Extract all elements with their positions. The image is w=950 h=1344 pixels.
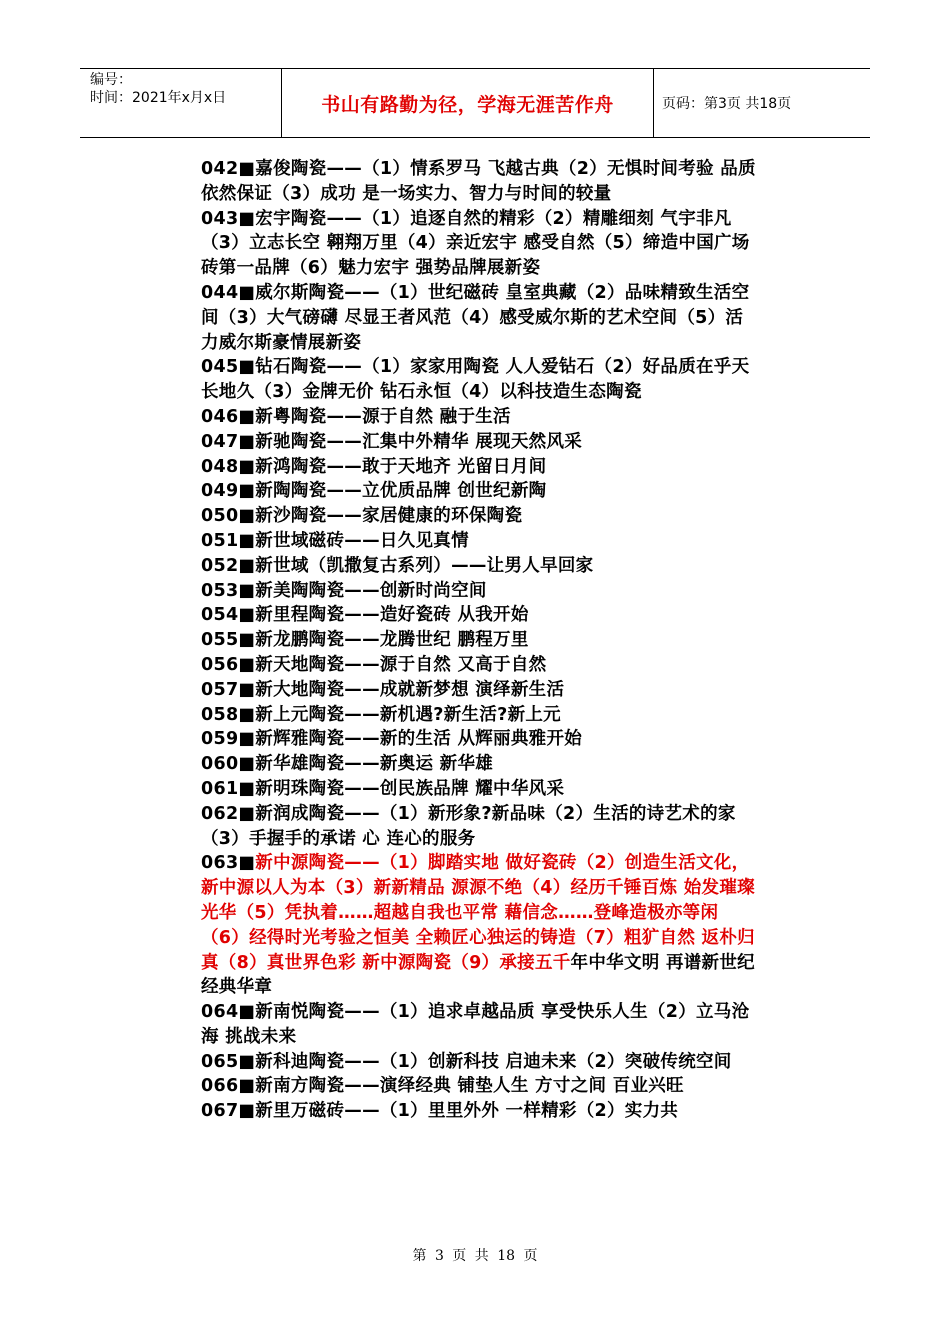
entry-043: 043■宏宇陶瓷——（1）追逐自然的精彩（2）精雕细刻 气宇非凡（3）立志长空 翱翔万里（4）亲近宏宇 感受自然（5）缔造中国广场砖第一品牌（6）魅力宏宇 强势品牌展新姿 <box>201 208 750 279</box>
entry-047: 047■新驰陶瓷——汇集中外精华 展现天然风采 <box>201 431 583 452</box>
entry-059: 059■新辉雅陶瓷——新的生活 从辉丽典雅开始 <box>201 729 583 750</box>
page-header <box>80 68 870 138</box>
page-footer: 第 3 页 共 18 页 <box>412 1248 538 1264</box>
entry-046: 046■新粤陶瓷——源于自然 融于生活 <box>201 406 511 427</box>
entry-056: 056■新天地陶瓷——源于自然 又高于自然 <box>201 654 547 675</box>
entry-049: 049■新陶陶瓷——立优质品牌 创世纪新陶 <box>201 481 547 502</box>
entry-057: 057■新大地陶瓷——成就新梦想 演绎新生活 <box>201 679 565 700</box>
entry-062: 062■新润成陶瓷——（1）新形象?新品味（2）生活的诗艺术的家（3）手握手的承诺 心 连心的服务 <box>201 803 736 849</box>
entry-066: 066■新南方陶瓷——演绎经典 铺垫人生 方寸之间 百业兴旺 <box>201 1076 684 1097</box>
entry-063-tail: 年中华文明 再谱新世纪经典华章 <box>201 952 755 998</box>
entry-060: 060■新华雄陶瓷——新奥运 新华雄 <box>201 754 494 775</box>
entry-063 <box>201 851 756 1000</box>
entry-048: 048■新鸿陶瓷——敢于天地齐 光留日月间 <box>201 456 547 477</box>
entry-055: 055■新龙鹏陶瓷——龙腾世纪 鹏程万里 <box>201 630 529 651</box>
entry-063-number: 063■ <box>201 853 256 874</box>
entry-045: 045■钻石陶瓷——（1）家家用陶瓷 人人爱钻石（2）好品质在乎天长地久（3）金牌无价 钻石永恒（4）以科技造生态陶瓷 <box>201 357 750 403</box>
entry-067: 067■新里万磁砖——（1）里里外外 一样精彩（2）实力共 <box>201 1101 679 1122</box>
entry-058: 058■新上元陶瓷——新机遇?新生活?新上元 <box>201 704 561 725</box>
entry-064: 064■新南悦陶瓷——（1）追求卓越品质 享受快乐人生（2）立马沧海 挑战未来 <box>201 1002 750 1047</box>
entry-051: 051■新世域磁砖——日久见真情 <box>201 530 469 551</box>
header-meta <box>80 69 282 137</box>
entry-050: 050■新沙陶瓷——家居健康的环保陶瓷 <box>201 506 523 527</box>
entry-042: 042■嘉俊陶瓷——（1）情系罗马 飞越古典（2）无惧时间考验 品质依然保证（3）成功 是一场实力、智力与时间的较量 <box>201 159 756 204</box>
document-time-label: 时间：2021年x月x日 <box>90 90 227 106</box>
entry-054: 054■新里程陶瓷——造好瓷砖 从我开始 <box>201 605 529 626</box>
entry-052: 052■新世域（凯撒复古系列）——让男人早回家 <box>201 555 594 576</box>
document-number-label: 编号： <box>90 72 132 88</box>
header-page-info: 页码：第3页 共18页 <box>662 96 792 112</box>
entry-053: 053■新美陶陶瓷——创新时尚空间 <box>201 580 487 601</box>
entry-044: 044■威尔斯陶瓷——（1）世纪磁砖 皇室典藏（2）品味精致生活空间（3）大气磅礴 尽显王者风范（4）感受威尔斯的艺术空间（5）活力威尔斯豪情展新姿 <box>201 282 750 353</box>
entry-063-highlight: 新中源陶瓷——（1）脚踏实地 做好瓷砖（2）创造生活文化，新中源以人为本（3）新新精品 源源不绝（4）经历千锤百炼 始发璀璨光华（5）凭执着……超越自我也平常 藉信念……登峰造极亦等闲（6）经得时光考验之恒美 全赖匠心独运的铸造（7）粗犷自然 返朴归真（8）真世界色彩 新中源陶瓷（9）承接五千 <box>201 853 755 973</box>
header-motto: 书山有路勤为径，学海无涯苦作舟 <box>282 69 654 137</box>
entry-065: 065■新科迪陶瓷——（1）创新科技 启迪未来（2）突破传统空间 <box>201 1051 732 1072</box>
entry-061: 061■新明珠陶瓷——创民族品牌 耀中华风采 <box>201 778 565 799</box>
document-body <box>201 157 756 1124</box>
